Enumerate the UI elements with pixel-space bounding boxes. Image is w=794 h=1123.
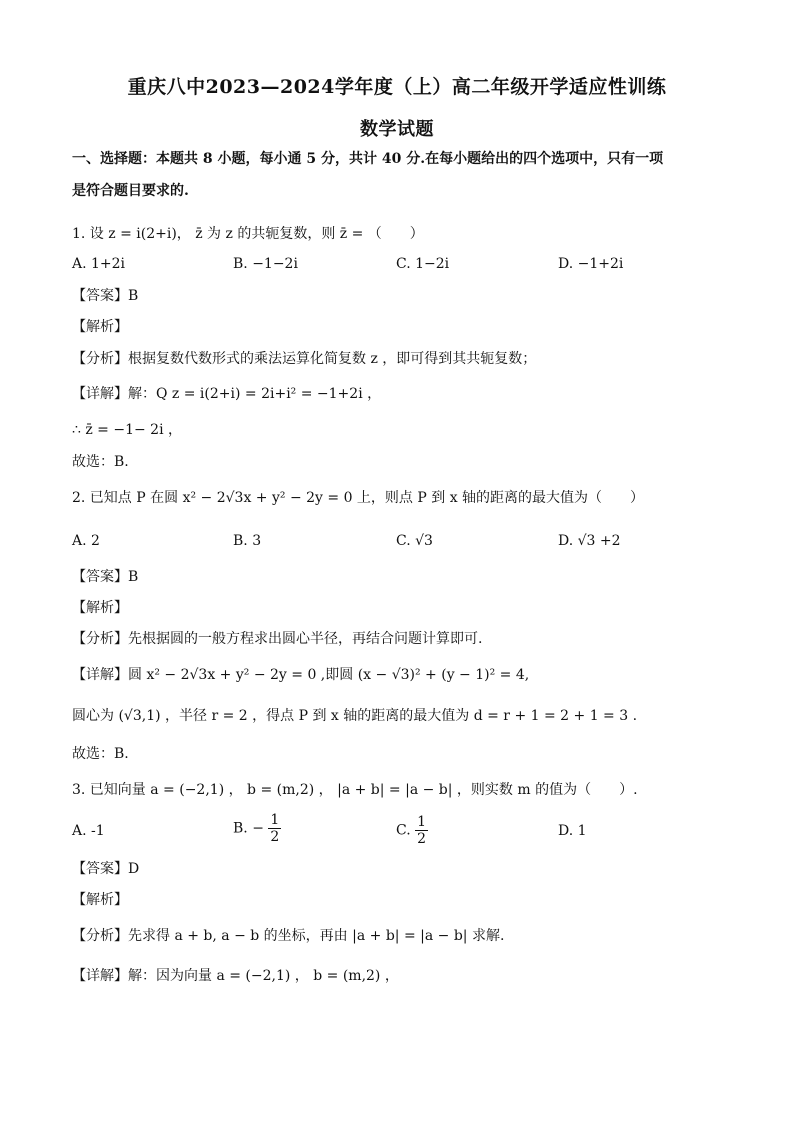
q3-option-b-denominator: 2	[270, 829, 280, 845]
q3-option-b-numerator: 1	[270, 812, 280, 828]
document-title: 重庆八中2023—2024学年度（上）高二年级开学适应性训练	[127, 76, 667, 98]
q3-option-d: D. 1	[558, 823, 587, 839]
q3-option-c-prefix: C.	[396, 822, 411, 839]
q3-answer: 【答案】D	[72, 861, 140, 877]
q1-option-a: A. 1+2i	[72, 256, 126, 272]
q2-detail: 【详解】圆 x² − 2√3x + y² − 2y = 0 ,即圆 (x − √3)² + (y − 1)² = 4,	[72, 667, 530, 683]
q3-option-c	[396, 814, 428, 847]
q2-center: 圆心为 (√3,1) ，半径 r = 2 ，得点 P 到 x 轴的距离的最大值为 d = r + 1 = 2 + 1 = 3 .	[72, 708, 638, 724]
q1-analysis: 【分析】根据复数代数形式的乘法运算化简复数 z ，即可得到其共轭复数；	[72, 351, 537, 367]
q3-option-a: A. -1	[72, 823, 105, 839]
q2-analysis: 【分析】先根据圆的一般方程求出圆心半径，再结合问题计算即可.	[72, 631, 483, 647]
q1-option-d: D. −1+2i	[558, 256, 624, 272]
q2-stem: 2. 已知点 P 在圆 x² − 2√3x + y² − 2y = 0 上，则点 P 到 x 轴的距离的最大值为（ ）	[72, 490, 645, 506]
q3-option-b	[233, 812, 281, 845]
q3-analysis: 【分析】先求得 a + b, a − b 的坐标，再由 |a + b| = |a − b| 求解.	[72, 928, 505, 944]
q2-jiexi: 【解析】	[72, 600, 128, 616]
q3-option-b-fraction	[268, 812, 281, 845]
section-heading-line1: 一、选择题：本题共 8 小题，每小通 5 分，共计 40 分.在每小题给出的四个选项中，只有一项	[72, 151, 664, 167]
section-heading-line2: 是符合题目要求的.	[72, 183, 189, 199]
q3-option-c-numerator: 1	[417, 814, 427, 830]
q1-option-c: C. 1−2i	[396, 256, 450, 272]
q2-option-a: A. 2	[72, 533, 100, 549]
q2-answer: 【答案】B	[72, 569, 139, 585]
q1-jiexi: 【解析】	[72, 319, 128, 335]
q2-option-d: D. √3 +2	[558, 533, 621, 549]
q1-detail: 【详解】解：Q z = i(2+i) = 2i+i² = −1+2i ，	[72, 386, 382, 402]
q2-option-c: C. √3	[396, 533, 433, 549]
q3-option-c-fraction	[415, 814, 428, 847]
q2-choose: 故选：B.	[72, 746, 129, 762]
q1-option-b: B. −1−2i	[233, 256, 298, 272]
q3-detail: 【详解】解：因为向量 a = (−2,1) ， b = (m,2) ，	[72, 968, 399, 984]
q3-option-b-prefix: B. −	[233, 820, 264, 837]
q3-option-c-denominator: 2	[417, 831, 427, 847]
q2-option-b: B. 3	[233, 533, 262, 549]
q1-answer: 【答案】B	[72, 288, 139, 304]
q1-choose: 故选：B.	[72, 454, 129, 470]
document-subtitle: 数学试题	[360, 119, 434, 140]
q1-therefore: ∴ z̄ = −1− 2i ，	[72, 422, 183, 438]
q3-stem: 3. 已知向量 a = (−2,1) ， b = (m,2) ， |a + b| = |a − b| ，则实数 m 的值为（ ）.	[72, 782, 638, 798]
q3-jiexi: 【解析】	[72, 892, 128, 908]
q1-stem: 1. 设 z = i(2+i)， z̄ 为 z 的共轭复数，则 z̄ = （ ）	[72, 226, 424, 242]
